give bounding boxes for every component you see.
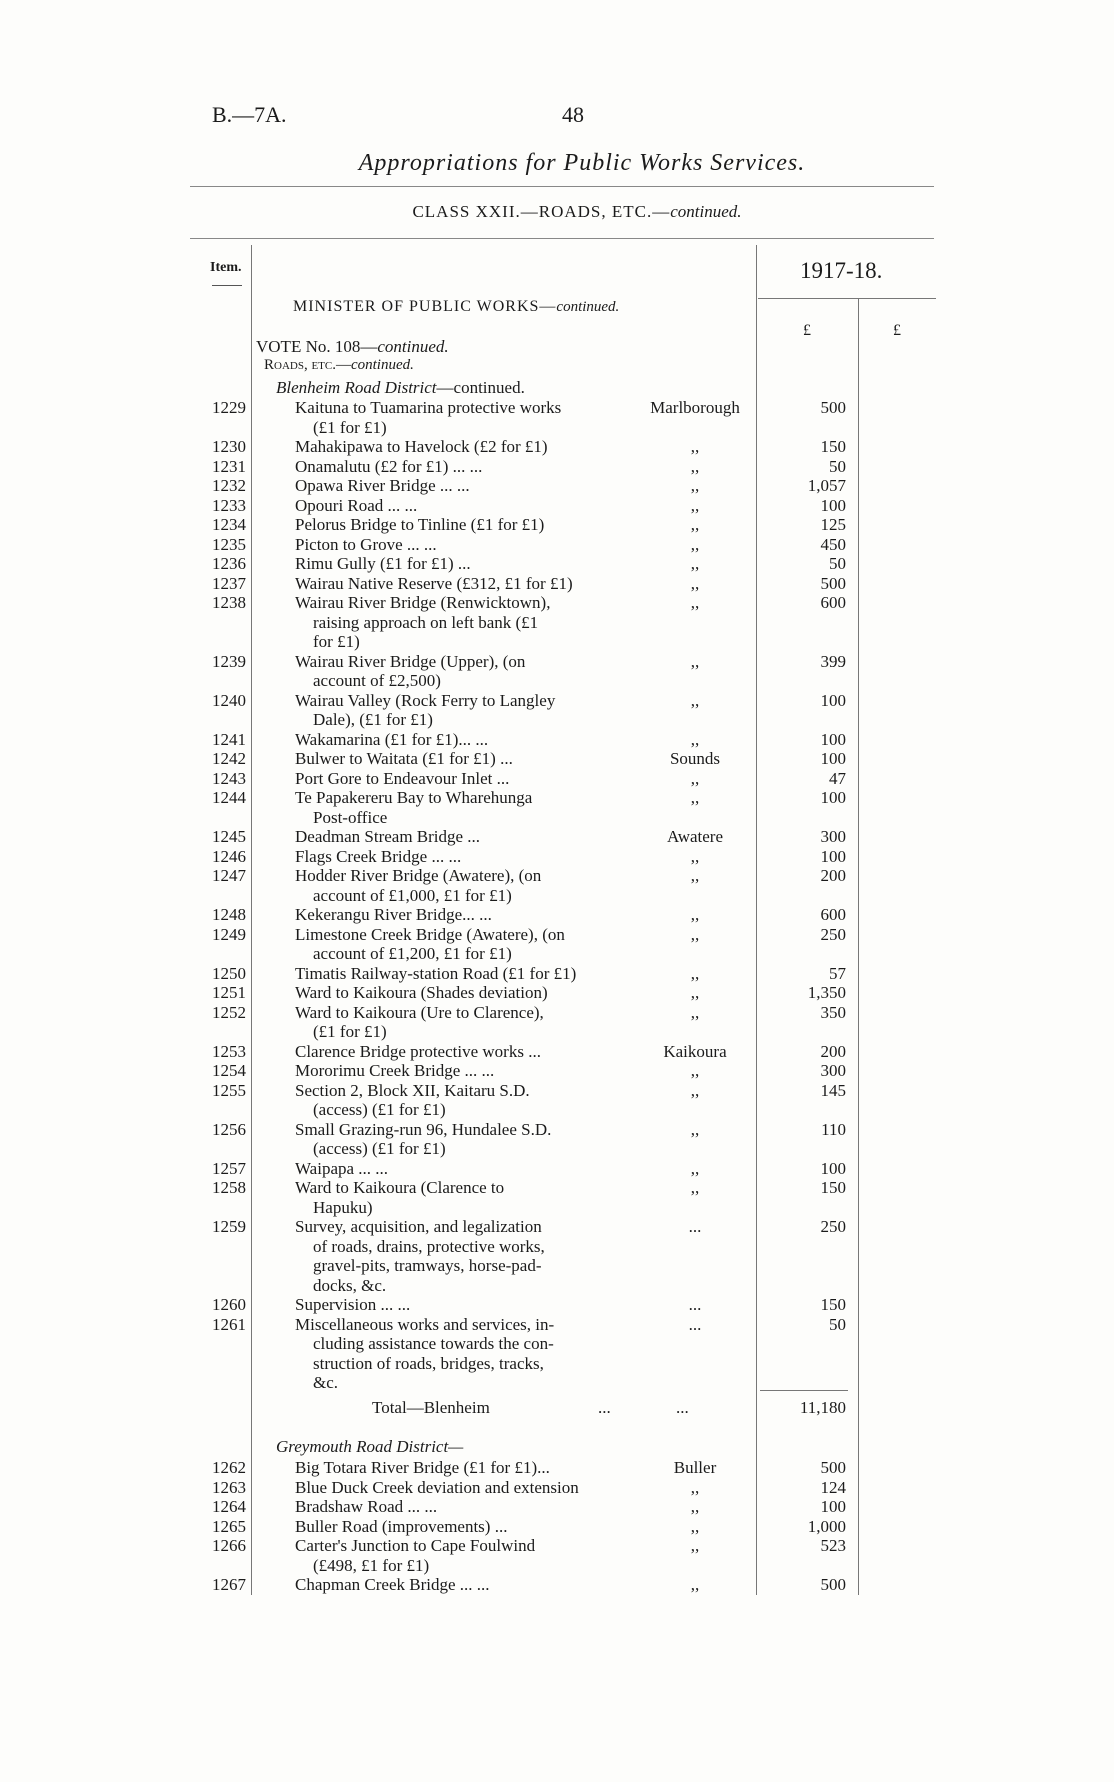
item-amount: 300: [820, 827, 846, 846]
description-line: Deadman Stream Bridge ...: [295, 827, 481, 846]
item-place: ,,: [690, 690, 700, 710]
item-place: ,,: [690, 963, 700, 983]
item-description: [295, 1178, 630, 1217]
roads-heading-main: Roads, etc.—: [264, 357, 351, 373]
item-number: 1247: [212, 866, 246, 885]
description-line: Wairau Valley (Rock Ferry to Langley: [295, 690, 556, 710]
description-line: Bradshaw Road ... ...: [295, 1497, 438, 1516]
description-line: account of £1,000, £1 for £1): [313, 885, 512, 905]
item-number: 1264: [212, 1497, 246, 1516]
item-description: [295, 847, 630, 867]
item-number: 1250: [212, 963, 246, 983]
roads-heading: [264, 357, 414, 374]
item-amount: 110: [821, 1119, 846, 1139]
item-amount: 200: [820, 1041, 846, 1061]
item-amount: 145: [820, 1080, 846, 1100]
total-dots-1: ...: [598, 1398, 611, 1417]
description-line: Wairau River Bridge (Renwicktown),: [295, 593, 551, 612]
item-description: [295, 1478, 630, 1498]
item-description: [295, 925, 630, 964]
item-description: [295, 749, 630, 769]
item-description: [295, 730, 630, 750]
description-line: cluding assistance towards the con-: [313, 1334, 554, 1353]
description-line: (access) (£1 for £1): [313, 1100, 446, 1119]
description-line: Chapman Creek Bridge ... ...: [295, 1575, 490, 1594]
item-amount: 600: [820, 593, 846, 612]
item-place: ,,: [690, 924, 700, 944]
item-header-rule: [212, 285, 242, 286]
item-place: ,,: [690, 495, 700, 515]
page-number: 48: [562, 102, 584, 127]
item-number: 1233: [212, 495, 246, 515]
item-place: ,,: [690, 1516, 700, 1536]
item-number: 1238: [212, 593, 246, 612]
description-line: (£1 for £1): [313, 417, 387, 437]
item-place: ,,: [690, 1119, 700, 1139]
item-number: 1258: [212, 1178, 246, 1197]
description-line: Wairau River Bridge (Upper), (on: [295, 651, 526, 671]
item-amount: 500: [820, 1458, 846, 1477]
item-number: 1239: [212, 651, 246, 671]
year-column-header: 1917-18.: [800, 258, 883, 283]
description-line: Picton to Grove ... ...: [295, 534, 437, 554]
ministry-heading-main: MINISTER OF PUBLIC WORKS—: [293, 298, 557, 315]
item-number: 1267: [212, 1575, 246, 1594]
description-line: (£498, £1 for £1): [313, 1555, 430, 1575]
item-amount: 500: [820, 573, 846, 593]
item-place: ,,: [690, 846, 700, 866]
item-amount: 399: [820, 651, 846, 671]
vote-heading: [256, 337, 449, 357]
item-description: [295, 1081, 630, 1120]
item-amount: 100: [820, 1158, 846, 1178]
district-name-greymouth: Greymouth Road District—: [276, 1437, 464, 1456]
item-place: Buller: [673, 1458, 717, 1477]
item-place: Marlborough: [650, 398, 740, 417]
item-number: 1253: [212, 1041, 246, 1061]
description-line: gravel-pits, tramways, horse-pad-: [313, 1256, 542, 1275]
item-place: ,,: [690, 1497, 700, 1516]
item-amount: 100: [820, 495, 846, 515]
description-line: Wakamarina (£1 for £1)... ...: [295, 729, 489, 749]
item-amount: 50: [829, 456, 846, 476]
description-line: Supervision ... ...: [295, 1295, 411, 1314]
item-number: 1261: [212, 1314, 246, 1334]
item-amount: 1,000: [807, 1516, 846, 1536]
item-amount: 200: [820, 866, 846, 885]
description-line: Section 2, Block XII, Kaitaru S.D.: [295, 1080, 530, 1100]
item-place: ...: [688, 1217, 702, 1236]
description-line: docks, &c.: [313, 1275, 387, 1295]
item-number: 1249: [212, 924, 246, 944]
item-place: ,,: [690, 1061, 700, 1080]
ministry-heading-continued: continued.: [556, 299, 620, 315]
description-line: Timatis Railway-station Road (£1 for £1): [295, 963, 577, 983]
year-header-rule: [758, 298, 936, 299]
item-amount: 450: [820, 534, 846, 554]
description-line: Buller Road (improvements) ...: [295, 1516, 508, 1536]
item-description: [295, 1497, 630, 1517]
item-place: ,,: [690, 534, 700, 554]
item-description: [295, 457, 630, 477]
item-description: [295, 827, 630, 847]
item-number: 1230: [212, 437, 246, 456]
description-line: Opouri Road ... ...: [295, 495, 418, 515]
item-amount: 500: [820, 1575, 846, 1594]
item-description: [295, 476, 630, 496]
item-number: 1237: [212, 573, 246, 593]
item-number: 1266: [212, 1536, 246, 1555]
item-number: 1245: [212, 827, 246, 846]
item-place: ,,: [690, 983, 700, 1002]
item-place: ,,: [690, 1178, 700, 1197]
item-description: [295, 1217, 630, 1295]
item-amount: 100: [820, 729, 846, 749]
pound-symbol-1: £: [803, 322, 811, 339]
item-description: [295, 515, 630, 535]
item-place: ,,: [690, 554, 700, 573]
description-line: Flags Creek Bridge ... ...: [295, 846, 462, 866]
item-place: ,,: [690, 905, 700, 924]
item-number: 1248: [212, 905, 246, 924]
item-place: ,,: [690, 437, 700, 456]
item-place: ,,: [690, 1477, 700, 1497]
item-description: [295, 1120, 630, 1159]
item-place: ...: [688, 1314, 702, 1334]
item-number: 1241: [212, 729, 246, 749]
description-line: Onamalutu (£2 for £1) ... ...: [295, 456, 483, 476]
item-place: ,,: [690, 1080, 700, 1100]
item-description: [295, 905, 630, 925]
item-number: 1262: [212, 1458, 246, 1477]
item-number: 1256: [212, 1119, 246, 1139]
item-place: ,,: [690, 573, 700, 593]
description-line: Clarence Bridge protective works ...: [295, 1041, 541, 1061]
item-amount: 50: [829, 1314, 846, 1334]
pound-symbol-2: £: [893, 322, 901, 339]
description-line: Ward to Kaikoura (Shades deviation): [295, 983, 548, 1002]
item-amount: 523: [820, 1536, 846, 1555]
ministry-heading: [293, 298, 619, 316]
item-number: 1257: [212, 1158, 246, 1178]
item-description: [295, 769, 630, 789]
item-description: [295, 535, 630, 555]
item-description: [295, 1003, 630, 1042]
description-line: Kaituna to Tuamarina protective works: [295, 398, 562, 417]
item-number: 1259: [212, 1217, 246, 1236]
item-number: 1260: [212, 1295, 246, 1314]
item-description: [295, 866, 630, 905]
item-number: 1229: [212, 398, 246, 417]
item-amount: 150: [820, 1178, 846, 1197]
item-amount: 1,057: [807, 476, 846, 495]
item-column-header: Item.: [210, 260, 242, 275]
item-description: [295, 398, 630, 437]
item-place: ,,: [690, 788, 700, 807]
item-place: ,,: [690, 456, 700, 476]
item-description: [295, 437, 630, 457]
item-place: ,,: [690, 729, 700, 749]
description-line: Carter's Junction to Cape Foulwind: [295, 1536, 536, 1555]
item-place: ,,: [690, 515, 700, 534]
item-number: 1234: [212, 515, 246, 534]
item-place: ,,: [690, 593, 700, 612]
item-number: 1236: [212, 554, 246, 573]
item-description: [295, 1159, 630, 1179]
item-amount: 125: [820, 515, 846, 534]
description-line: for £1): [313, 632, 360, 651]
item-number: 1231: [212, 456, 246, 476]
description-line: Mahakipawa to Havelock (£2 for £1): [295, 437, 548, 456]
item-place: Sounds: [669, 749, 721, 768]
description-line: Survey, acquisition, and legalization: [295, 1217, 542, 1236]
item-description: [295, 1061, 630, 1081]
item-number: 1240: [212, 690, 246, 710]
item-description: [295, 574, 630, 594]
description-line: raising approach on left bank (£1: [313, 612, 539, 632]
item-number: 1252: [212, 1002, 246, 1022]
item-number: 1251: [212, 983, 246, 1002]
item-description: [295, 1536, 630, 1575]
description-line: struction of roads, bridges, tracks,: [313, 1353, 544, 1373]
description-line: Wairau Native Reserve (£312, £1 for £1): [295, 573, 573, 593]
item-description: [295, 1042, 630, 1062]
item-description: [295, 593, 630, 652]
amount-column-divider: [858, 298, 859, 1595]
item-place: ,,: [690, 1575, 700, 1594]
item-description: [295, 1315, 630, 1393]
item-amount: 1,350: [807, 983, 846, 1002]
description-line: Hapuku): [313, 1197, 373, 1217]
description-line: Kekerangu River Bridge... ...: [295, 905, 492, 924]
item-amount: 350: [820, 1002, 846, 1022]
total-amount: 11,180: [799, 1398, 846, 1417]
item-amount: 500: [820, 398, 846, 417]
item-place: Awatere: [666, 827, 723, 846]
district-heading-greymouth: [276, 1437, 463, 1457]
item-place: Kaikoura: [663, 1041, 727, 1061]
description-line: Waipapa ... ...: [295, 1158, 389, 1178]
item-place: ,,: [690, 1158, 700, 1178]
place-column-divider: [756, 245, 757, 1595]
class-heading: [0, 202, 1114, 222]
item-description: [295, 496, 630, 516]
description-line: Miscellaneous works and services, in-: [295, 1314, 555, 1334]
item-description: [295, 1575, 630, 1595]
item-description: [295, 1295, 630, 1315]
district-suffix-blenheim: —continued.: [436, 378, 525, 397]
item-amount: 250: [820, 924, 846, 944]
page-title: Appropriations for Public Works Services.: [358, 150, 806, 176]
item-number: 1242: [212, 749, 246, 768]
item-number: 1232: [212, 476, 246, 495]
item-number: 1255: [212, 1080, 246, 1100]
item-place: ,,: [690, 651, 700, 671]
document-code: B.—7A.: [212, 102, 287, 127]
item-description: [295, 691, 630, 730]
item-number: 1265: [212, 1516, 246, 1536]
description-line: Dale), (£1 for £1): [313, 710, 433, 729]
item-number: 1263: [212, 1477, 246, 1497]
description-line: Ward to Kaikoura (Clarence to: [295, 1178, 505, 1197]
item-description: [295, 652, 630, 691]
item-number: 1246: [212, 846, 246, 866]
item-place: ,,: [690, 1002, 700, 1022]
description-line: Opawa River Bridge ... ...: [295, 476, 470, 495]
item-amount: 47: [829, 768, 846, 788]
item-place: ,,: [690, 768, 700, 788]
item-description: [295, 983, 630, 1003]
class-heading-main: CLASS XXII.—ROADS, ETC.—: [412, 202, 671, 221]
item-number: 1244: [212, 788, 246, 807]
description-line: account of £1,200, £1 for £1): [313, 944, 512, 963]
total-label: Total—Blenheim: [372, 1398, 490, 1417]
item-amount: 124: [820, 1477, 846, 1497]
table-top-rule: [190, 238, 934, 239]
total-rule: [760, 1390, 848, 1391]
item-amount: 250: [820, 1217, 846, 1236]
item-place: ...: [688, 1295, 702, 1314]
item-amount: 150: [820, 1295, 846, 1314]
title-divider: [190, 186, 934, 187]
description-line: Post-office: [313, 807, 388, 827]
item-description: [295, 554, 630, 574]
description-line: Port Gore to Endeavour Inlet ...: [295, 768, 510, 788]
item-description: [295, 1458, 630, 1478]
description-line: Big Totara River Bridge (£1 for £1)...: [295, 1458, 550, 1477]
item-number: 1254: [212, 1061, 246, 1080]
item-amount: 100: [820, 1497, 846, 1516]
vote-heading-main: VOTE No. 108—: [256, 337, 378, 356]
description-line: Te Papakereru Bay to Wharehunga: [295, 788, 533, 807]
description-line: Small Grazing-run 96, Hundalee S.D.: [295, 1119, 552, 1139]
description-line: account of £2,500): [313, 671, 441, 690]
item-description: [295, 1517, 630, 1537]
class-heading-continued: continued.: [670, 202, 742, 221]
district-heading-blenheim: [276, 378, 525, 398]
description-line: Mororimu Creek Bridge ... ...: [295, 1061, 495, 1080]
description-line: (access) (£1 for £1): [313, 1139, 446, 1158]
roads-heading-continued: continued.: [350, 357, 414, 373]
vote-heading-continued: continued.: [377, 337, 449, 356]
total-dots-2: ...: [676, 1398, 689, 1417]
district-name-blenheim: Blenheim Road District: [276, 378, 437, 397]
item-description: [295, 788, 630, 827]
item-amount: 300: [820, 1061, 846, 1080]
item-number: 1243: [212, 768, 246, 788]
item-amount: 150: [820, 437, 846, 456]
item-amount: 100: [820, 749, 846, 768]
description-line: of roads, drains, protective works,: [313, 1236, 545, 1256]
item-amount: 57: [829, 963, 846, 983]
description-line: Hodder River Bridge (Awatere), (on: [295, 866, 542, 885]
description-line: Rimu Gully (£1 for £1) ...: [295, 554, 471, 573]
item-column-divider: [251, 245, 252, 1595]
item-number: 1235: [212, 534, 246, 554]
item-amount: 100: [820, 788, 846, 807]
description-line: Limestone Creek Bridge (Awatere), (on: [295, 924, 565, 944]
description-line: Pelorus Bridge to Tinline (£1 for £1): [295, 515, 545, 534]
item-amount: 50: [829, 554, 846, 573]
item-place: ,,: [690, 476, 700, 495]
item-amount: 100: [820, 690, 846, 710]
item-amount: 100: [820, 846, 846, 866]
item-amount: 600: [820, 905, 846, 924]
item-place: ,,: [690, 1536, 700, 1555]
description-line: Bulwer to Waitata (£1 for £1) ...: [295, 749, 513, 768]
item-place: ,,: [690, 866, 700, 885]
item-description: [295, 964, 630, 984]
description-line: (£1 for £1): [313, 1022, 387, 1041]
description-line: Blue Duck Creek deviation and extension: [295, 1477, 579, 1497]
description-line: Ward to Kaikoura (Ure to Clarence),: [295, 1002, 544, 1022]
description-line: &c.: [313, 1373, 339, 1392]
